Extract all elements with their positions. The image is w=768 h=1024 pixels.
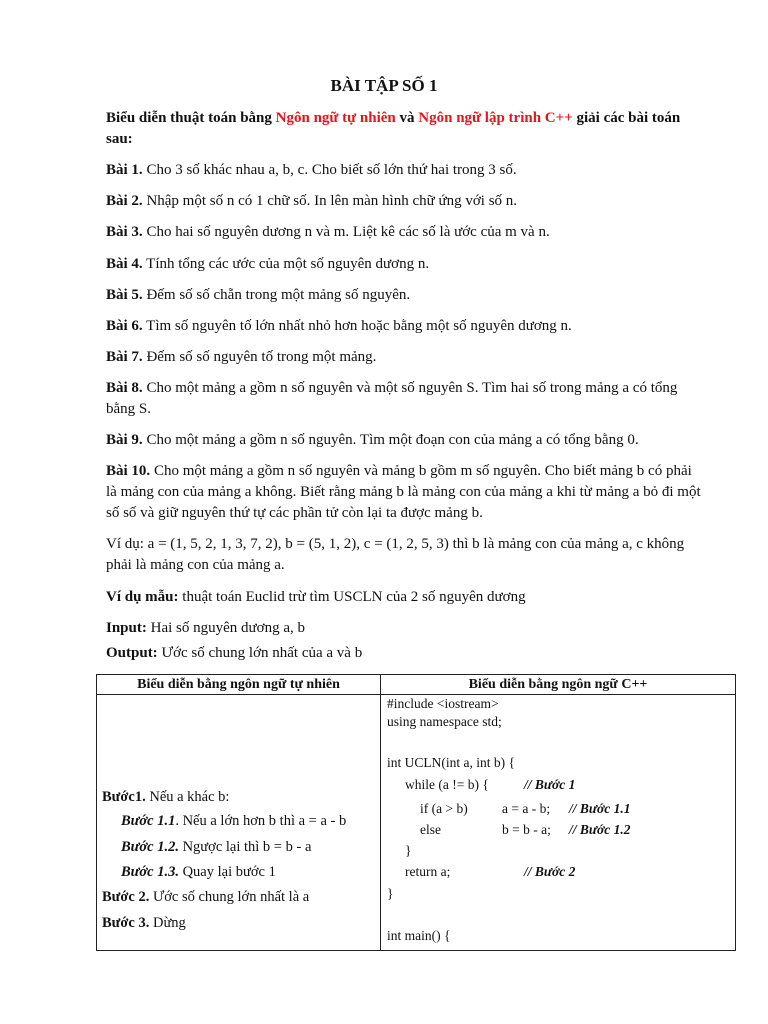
code-comment: // Bước 1.2 [569, 822, 631, 837]
exercise-6 [106, 316, 706, 337]
output-line [106, 643, 706, 664]
intro-highlight-natural-language: Ngôn ngữ tự nhiên [275, 110, 396, 126]
input-line [106, 618, 706, 639]
intro-text-1: Biểu diễn thuật toán bằng [106, 110, 276, 126]
exercise-3 [106, 222, 706, 243]
exercise-4 [106, 254, 706, 275]
code-comment: // Bước 1 [524, 777, 576, 792]
example-paragraph: Ví dụ: a = (1, 5, 2, 1, 3, 7, 2), b = (5, 1, 2), c = (1, 2, 5, 3) thì b là mảng con của mảng a, c không phải là mảng con của mảng a. [106, 536, 685, 573]
exercise-text: Đếm số số nguyên tố trong một mảng. [142, 349, 377, 365]
exercise-text: Cho hai số nguyên dương n và m. Liệt kê các số là ước của m và n. [142, 224, 550, 240]
sample-text: thuật toán Euclid trừ tìm USCLN của 2 số nguyên dương [178, 589, 526, 605]
code-line: using namespace std; [387, 714, 502, 729]
exercise-text: Cho một mảng a gồm n số nguyên và một số nguyên S. Tìm hai số trong mảng a có tổng bằng S. [106, 380, 678, 417]
code-comment: // Bước 2 [524, 864, 576, 879]
step-text: Nếu a khác b: [145, 789, 230, 805]
exercise-8 [106, 378, 706, 420]
cpp-code-cell [381, 695, 736, 951]
exercise-text: Cho 3 số khác nhau a, b, c. Cho biết số lớn thứ hai trong 3 số. [142, 162, 517, 178]
step-label: Bước 1.2. [121, 839, 179, 855]
step-label: Bước 2. [102, 889, 150, 905]
sample-line [106, 587, 706, 608]
exercise-label: Bài 2. [106, 193, 143, 209]
sample-label: Ví dụ mẫu: [106, 589, 179, 605]
code-comment: // Bước 1.1 [569, 801, 631, 816]
step-3 [102, 915, 186, 932]
output-label: Output: [106, 645, 158, 661]
exercise-1 [106, 160, 706, 181]
exercise-10 [106, 461, 706, 524]
table-body-row [97, 695, 736, 951]
step-text: . Nếu a lớn hơn b thì a = a - b [175, 813, 347, 829]
exercise-7 [106, 347, 706, 368]
exercise-9 [106, 430, 706, 451]
intro-paragraph [106, 108, 706, 150]
code-line: else [420, 822, 441, 837]
exercise-text: Cho một mảng a gồm n số nguyên. Tìm một đoạn con của mảng a có tổng bằng 0. [142, 432, 639, 448]
code-line: } [405, 843, 412, 858]
step-1 [102, 789, 229, 806]
step-1-1 [121, 813, 346, 830]
code-line: } [387, 886, 394, 901]
exercise-text: Đếm số số chẵn trong một mảng số nguyên. [142, 287, 411, 303]
step-label: Bước 1.3. [121, 864, 179, 880]
input-text: Hai số nguyên dương a, b [146, 620, 305, 636]
intro-text-3: giải các bài toán sau: [106, 110, 681, 147]
exercise-label: Bài 9. [106, 432, 143, 448]
code-line: if (a > b) [420, 801, 468, 816]
header-cpp: Biểu diễn bằng ngôn ngữ C++ [381, 675, 736, 695]
exercise-label: Bài 3. [106, 224, 143, 240]
exercise-2 [106, 191, 706, 212]
step-1-3 [121, 864, 276, 881]
code-line: return a; [405, 864, 451, 879]
intro-text-2: và [395, 110, 419, 126]
code-line: b = b - a; [502, 822, 551, 837]
step-text: Ngược lại thì b = b - a [178, 839, 312, 855]
code-line: while (a != b) { [405, 777, 489, 792]
exercise-text: Nhập một số n có 1 chữ số. In lên màn hình chữ ứng với số n. [142, 193, 518, 209]
natural-language-cell [97, 695, 381, 951]
code-line: #include <iostream> [387, 696, 499, 711]
code-line: a = a - b; [502, 801, 551, 816]
exercise-text: Tính tổng các ước của một số nguyên dương n. [142, 256, 430, 272]
exercise-5 [106, 285, 706, 306]
exercise-label: Bài 7. [106, 349, 143, 365]
code-line: int main() { [387, 928, 451, 943]
output-text: Ước số chung lớn nhất của a và b [157, 645, 363, 661]
exercise-label: Bài 10. [106, 463, 151, 479]
step-text: Quay lại bước 1 [178, 864, 276, 880]
exercise-label: Bài 4. [106, 256, 143, 272]
intro-highlight-cpp: Ngôn ngữ lập trình C++ [418, 110, 573, 126]
exercise-label: Bài 6. [106, 318, 143, 334]
algorithm-table [96, 674, 736, 951]
step-label: Bước1. [102, 789, 146, 805]
step-1-2 [121, 839, 311, 856]
step-text: Dừng [149, 915, 186, 931]
exercise-label: Bài 1. [106, 162, 143, 178]
input-label: Input: [106, 620, 147, 636]
code-line: int UCLN(int a, int b) { [387, 755, 515, 770]
page-title: BÀI TẬP SỐ 1 [330, 76, 438, 95]
header-natural-language: Biểu diễn bằng ngôn ngữ tự nhiên [97, 675, 381, 695]
exercise-label: Bài 5. [106, 287, 143, 303]
step-2 [102, 889, 309, 906]
table-header-row [97, 675, 736, 695]
step-label: Bước 1.1 [121, 813, 176, 829]
exercise-text: Cho một mảng a gồm n số nguyên và mảng b gồm m số nguyên. Cho biết mảng b có phải là mảng con của mảng a không. Biết rằng mảng b là mảng con của mảng a khi từ mảng a bỏ đi một số số và giữ nguyên thứ tự các phần tử còn lại ta được mảng b. [106, 463, 701, 521]
exercise-text: Tìm số nguyên tố lớn nhất nhỏ hơn hoặc bằng một số nguyên dương n. [142, 318, 572, 334]
exercise-label: Bài 8. [106, 380, 143, 396]
step-label: Bước 3. [102, 915, 150, 931]
step-text: Ước số chung lớn nhất là a [149, 889, 310, 905]
